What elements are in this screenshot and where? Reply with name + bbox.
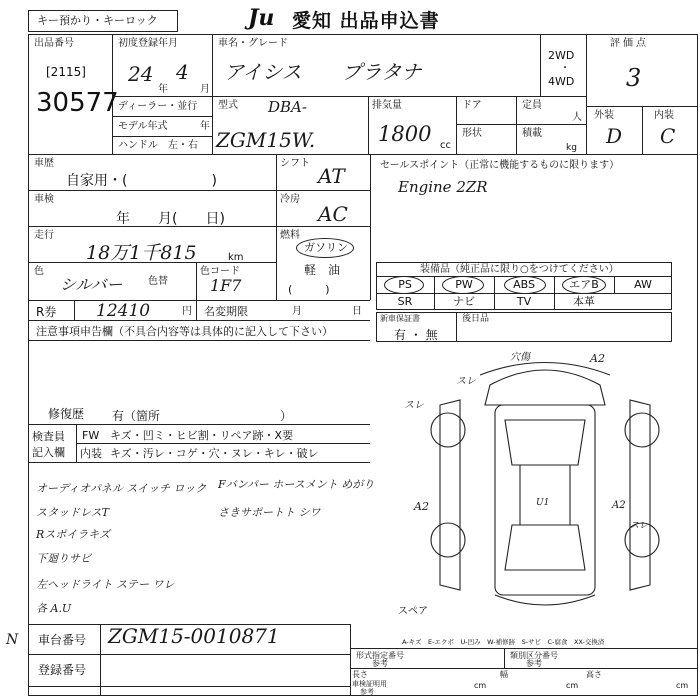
repair-value: 有（箇所 ） <box>112 409 293 423</box>
history-value: 自家用・( ) <box>66 173 217 189</box>
car-name-value: アイシス プラタナ <box>224 60 422 84</box>
lot-number: 30577 <box>36 88 119 118</box>
diagram-legend: A-キズ E-エクボ U-凹み W-補修跡 S-サビ C-腐食 XX-交換済 <box>402 638 605 646</box>
ju-logo: Ju <box>248 5 275 31</box>
ac-value: AC <box>318 202 348 226</box>
key-tag-label: キー預かり・キーロック <box>37 14 158 27</box>
chassis-value: ZGM15-0010871 <box>108 624 280 648</box>
equip-ps: PS <box>398 278 412 291</box>
remark-5: Rスポイラキズ <box>36 528 111 541</box>
selling-value: Engine 2ZR <box>398 178 488 196</box>
margin-mark: N <box>6 632 19 648</box>
displacement-value: 1800 <box>378 122 432 146</box>
remark-6: 下廻りサビ <box>36 552 91 565</box>
color-value: シルバー <box>60 275 123 294</box>
car-diagram <box>400 345 690 625</box>
equip-airbag: エアB <box>569 278 599 291</box>
car-name-label: 車名・グレード <box>218 38 288 49</box>
equip-aw: AW <box>634 278 652 291</box>
displacement-label: 排気量 <box>372 100 402 111</box>
first-reg-label: 初度登録年月 <box>118 38 178 49</box>
key-tag-box <box>28 10 178 32</box>
fuel-gas: ガソリン <box>304 241 348 254</box>
diagram-mark-sure-2: スレ <box>404 400 424 411</box>
new-car-value: 有 ・ 無 <box>394 328 438 342</box>
fuel-diesel: 軽 油 <box>304 263 341 277</box>
diagram-mark-hole: 穴傷 <box>510 352 530 363</box>
score-label: 評価点 <box>610 38 649 49</box>
first-reg-month: 4 <box>176 60 189 84</box>
int-grade: C <box>660 124 676 148</box>
remark-7: 左ヘッドライト ステー ワレ <box>36 578 175 591</box>
diagram-mark-a2-top: A2 <box>590 352 605 365</box>
inspection-value: 年 月( 日) <box>116 211 225 227</box>
first-reg-year: 24 <box>128 62 154 86</box>
notes-label: 注意事項申告欄（不具合内容等は具体的に記入して下さい） <box>36 325 333 338</box>
equipment-label: 装備品（純正品に限り○をつけてください） <box>420 264 619 275</box>
diagram-spare: スペア <box>398 606 428 617</box>
equip-leather: 本革 <box>573 295 595 308</box>
remark-2: Fバンパー ホースメント めがり <box>218 478 375 491</box>
diagram-mark-u1: U1 <box>536 498 550 508</box>
selling-label: セールスポイント（正常に機能するものに限ります） <box>380 160 620 171</box>
diagram-mark-a2-right: A2 <box>612 500 626 511</box>
form-title: 愛知 出品申込書 <box>292 10 440 32</box>
equip-sr: SR <box>397 295 413 308</box>
equip-abs-circle <box>504 276 546 294</box>
color-code: 1F7 <box>210 276 242 295</box>
remark-8: 各 A.U <box>36 602 72 615</box>
equip-abs: ABS <box>513 278 535 291</box>
shift-value: AT <box>318 164 345 188</box>
mileage-value: 18万1千815 <box>86 242 197 264</box>
equip-navi: ナビ <box>453 295 475 308</box>
model-value: ZGM15W. <box>216 128 316 152</box>
diagram-mark-a2-left: A2 <box>414 500 429 513</box>
equip-pw-circle <box>442 276 484 294</box>
lot-label: 出品番号 <box>34 38 74 49</box>
diagram-mark-sure-1: スレ <box>456 376 476 387</box>
remark-3: スタッドレスT <box>36 506 110 519</box>
lot-sub: [2115] <box>46 65 86 79</box>
ext-grade: D <box>606 124 623 148</box>
r-ticket-value: 12410 <box>96 301 151 321</box>
equip-airbag-circle <box>562 276 606 294</box>
score-value: 3 <box>626 64 642 92</box>
diagram-mark-sure-3: スレ <box>630 521 649 531</box>
equip-pw: PW <box>455 278 473 291</box>
model-label: 型式 <box>218 100 238 111</box>
remark-1: オーディオパネル スイッチ ロック <box>36 482 207 495</box>
repair-label: 修復歴 <box>48 407 85 421</box>
equip-tv: TV <box>516 295 532 308</box>
equip-ps-circle <box>384 276 424 294</box>
remark-4: さきサポートト シワ <box>218 506 321 519</box>
